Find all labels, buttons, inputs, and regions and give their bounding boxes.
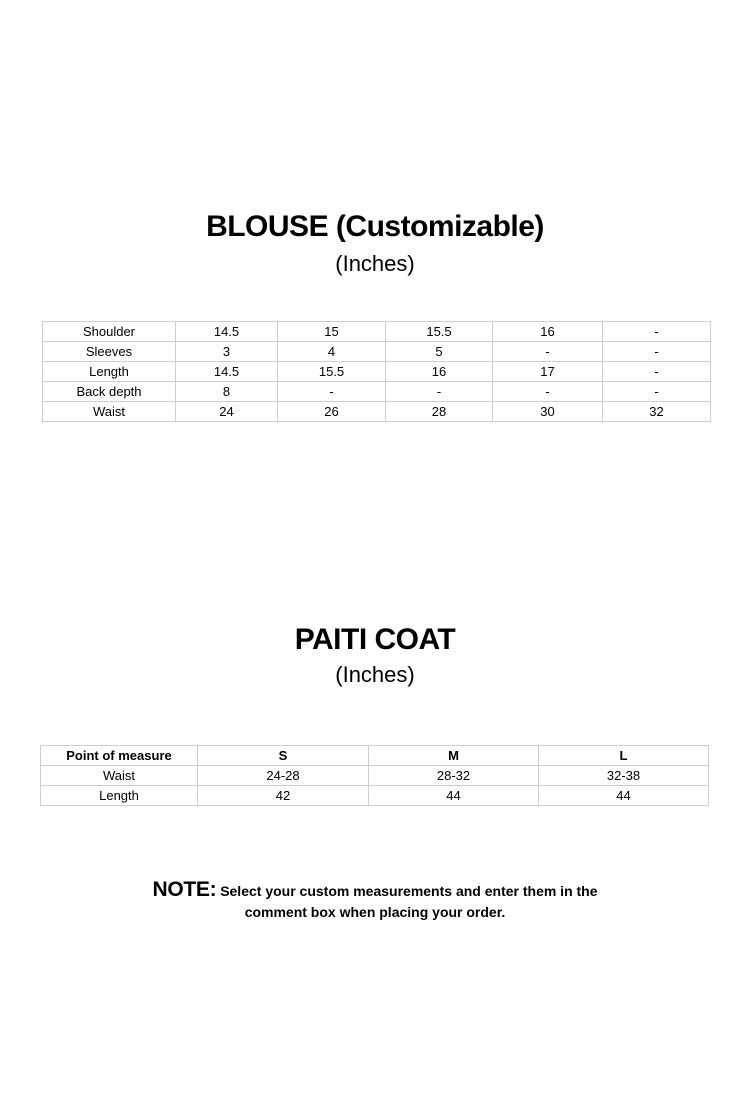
table-cell: 8: [176, 382, 278, 402]
row-label: Shoulder: [43, 322, 176, 342]
table-header-row: [41, 746, 709, 766]
note-line-1: Select your custom measurements and enter them in the: [220, 883, 598, 899]
table-cell: 14.5: [176, 322, 278, 342]
table-cell: -: [603, 342, 711, 362]
table-cell: 5: [386, 342, 493, 362]
table-cell: 30: [493, 402, 603, 422]
column-header: S: [198, 746, 369, 766]
table-cell: 4: [278, 342, 386, 362]
table-cell: -: [603, 382, 711, 402]
coat-size-table: [40, 745, 709, 806]
table-cell: 42: [198, 786, 369, 806]
row-label: Back depth: [43, 382, 176, 402]
coat-title: PAITI COAT: [294, 623, 456, 656]
blouse-size-table: [42, 321, 711, 422]
table-cell: 24: [176, 402, 278, 422]
table-cell: -: [493, 342, 603, 362]
table-cell: 14.5: [176, 362, 278, 382]
row-label: Sleeves: [43, 342, 176, 362]
table-cell: 28: [386, 402, 493, 422]
table-cell: 32: [603, 402, 711, 422]
column-header: Point of measure: [41, 746, 198, 766]
table-row: [43, 322, 711, 342]
row-label: Waist: [43, 402, 176, 422]
table-row: [43, 342, 711, 362]
table-cell: 16: [493, 322, 603, 342]
coat-unit: (Inches): [335, 662, 415, 687]
table-cell: 44: [539, 786, 709, 806]
order-note: [0, 878, 750, 920]
table-cell: 24-28: [198, 766, 369, 786]
column-header: M: [369, 746, 539, 766]
column-header: L: [539, 746, 709, 766]
table-cell: 26: [278, 402, 386, 422]
table-cell: 44: [369, 786, 539, 806]
table-cell: 15.5: [386, 322, 493, 342]
table-row: [41, 766, 709, 786]
row-label: Length: [41, 786, 198, 806]
table-row: [41, 786, 709, 806]
blouse-unit: (Inches): [335, 251, 415, 276]
blouse-title: BLOUSE (Customizable): [206, 210, 544, 243]
table-cell: 3: [176, 342, 278, 362]
table-cell: -: [278, 382, 386, 402]
note-line-2: comment box when placing your order.: [244, 904, 506, 920]
table-row: [43, 402, 711, 422]
table-cell: -: [386, 382, 493, 402]
table-cell: 17: [493, 362, 603, 382]
note-label: NOTE:: [152, 878, 217, 901]
table-cell: -: [493, 382, 603, 402]
table-cell: 15: [278, 322, 386, 342]
table-cell: -: [603, 362, 711, 382]
table-cell: -: [603, 322, 711, 342]
table-cell: 28-32: [369, 766, 539, 786]
table-row: [43, 362, 711, 382]
row-label: Length: [43, 362, 176, 382]
row-label: Waist: [41, 766, 198, 786]
table-cell: 15.5: [278, 362, 386, 382]
table-row: [43, 382, 711, 402]
table-cell: 32-38: [539, 766, 709, 786]
table-cell: 16: [386, 362, 493, 382]
